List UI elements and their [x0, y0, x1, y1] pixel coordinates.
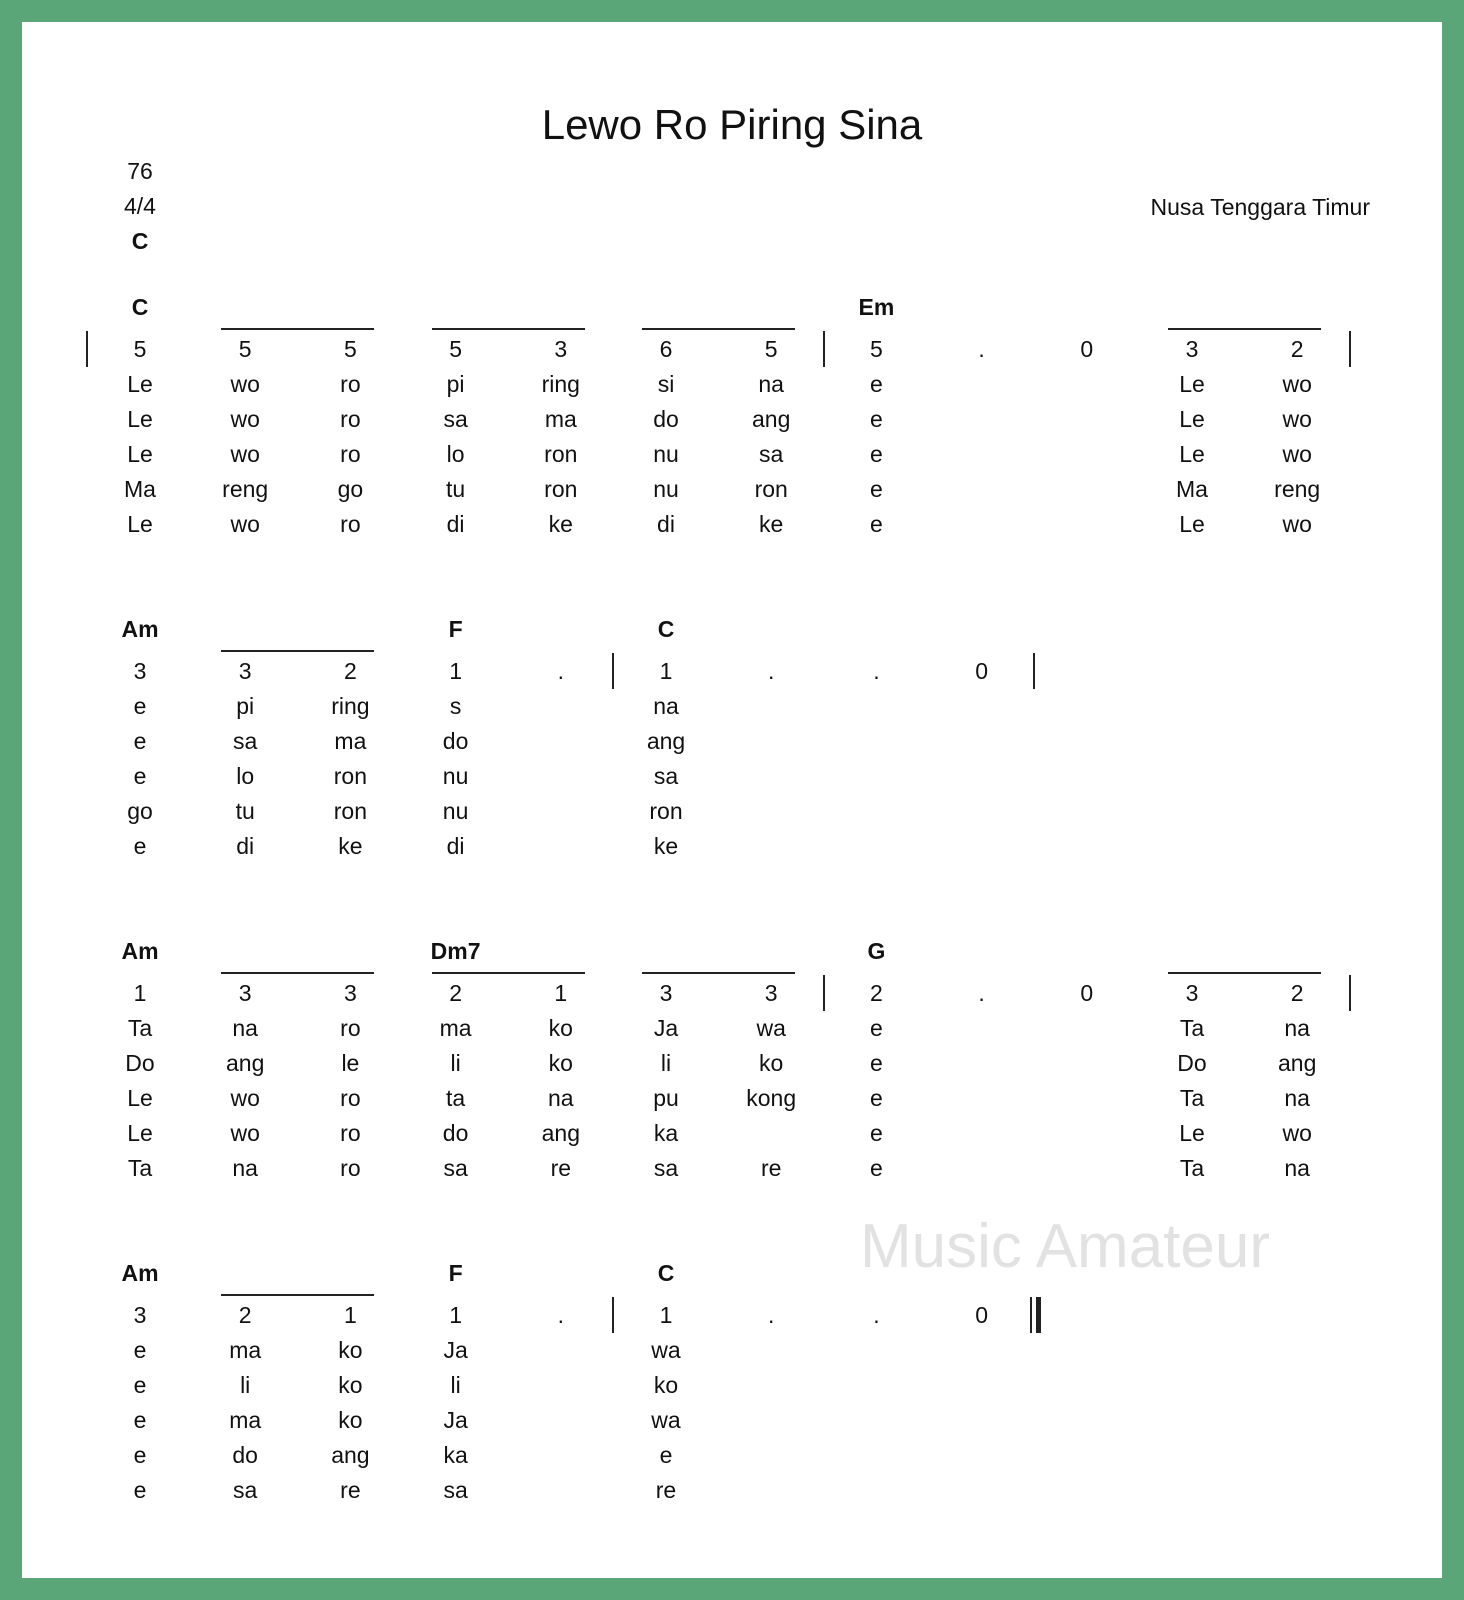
note: 1 [133, 980, 147, 1006]
note: 1 [449, 1302, 462, 1328]
lyric-syllable: lo [236, 763, 255, 789]
song-title: Lewo Ro Piring Sina [541, 101, 923, 148]
chord-label: Em [858, 294, 895, 320]
note: 0 [1080, 336, 1094, 362]
barline [823, 331, 825, 367]
lyric-syllable: e [869, 406, 883, 432]
lyric-syllable: sa [443, 406, 468, 432]
lyric-syllable: ro [340, 1015, 361, 1041]
lyric-syllable: di [446, 511, 465, 537]
note: . [557, 1302, 564, 1328]
lyric-syllable: Ta [127, 1155, 153, 1181]
lyric-syllable: e [869, 1120, 883, 1146]
lyric-syllable: re [550, 1155, 572, 1181]
note: 2 [238, 1302, 252, 1328]
lyric-syllable: re [340, 1477, 361, 1503]
lyric-syllable: tu [235, 798, 255, 824]
lyric-syllable: Ma [1176, 476, 1208, 502]
lyric-syllable: wo [1282, 371, 1312, 397]
lyric-syllable: Le [1179, 1120, 1205, 1146]
lyric-syllable: nu [442, 798, 469, 824]
lyric-syllable: do [442, 728, 469, 754]
lyric-syllable: Do [1177, 1050, 1207, 1076]
note: 5 [238, 336, 252, 362]
lyric-syllable: ron [544, 476, 578, 502]
tempo: 76 [127, 158, 153, 184]
lyric-syllable: e [869, 441, 883, 467]
lyric-syllable: wo [1282, 406, 1312, 432]
lyric-syllable: do [232, 1442, 258, 1468]
lyric-syllable: ang [331, 1442, 370, 1468]
lyric-syllable: wo [1282, 511, 1312, 537]
lyric-syllable: Le [1179, 441, 1205, 467]
note: 3 [1185, 336, 1199, 362]
lyric-syllable: e [869, 1155, 883, 1181]
chord-label: C [657, 616, 675, 642]
lyric-syllable: Ta [1179, 1085, 1205, 1111]
note: . [978, 336, 985, 362]
lyric-syllable: Le [1179, 406, 1205, 432]
lyric-syllable: li [450, 1372, 461, 1398]
barline [1349, 975, 1351, 1011]
lyric-syllable: Ja [443, 1407, 468, 1433]
lyric-syllable: sa [233, 1477, 258, 1503]
chord-label: Dm7 [430, 938, 481, 964]
lyric-syllable: pi [446, 371, 465, 397]
note: . [767, 1302, 775, 1328]
lyric-syllable: nu [442, 763, 469, 789]
beam-line [432, 972, 585, 974]
lyric-syllable: ron [544, 441, 578, 467]
lyric-syllable: le [341, 1050, 360, 1076]
chord-label: Am [121, 1260, 159, 1286]
time-signature: 4/4 [124, 193, 156, 219]
key-signature: C [131, 228, 149, 254]
lyric-syllable: ma [439, 1015, 472, 1041]
note: 3 [238, 658, 252, 684]
barline [612, 653, 614, 689]
lyric-syllable: na [1284, 1085, 1310, 1111]
note: 3 [133, 658, 147, 684]
lyric-syllable: ang [752, 406, 791, 432]
beam-line [1168, 328, 1321, 330]
lyric-syllable: ko [548, 1050, 573, 1076]
beam-line [221, 650, 374, 652]
lyric-syllable: go [337, 476, 364, 502]
lyric-syllable: wa [651, 1337, 681, 1363]
lyric-syllable: ring [331, 693, 370, 719]
lyric-syllable: e [133, 1442, 147, 1468]
note: 0 [975, 1302, 988, 1328]
lyric-syllable: ron [333, 798, 368, 824]
lyric-syllable: e [869, 1050, 883, 1076]
lyric-syllable: Le [1179, 371, 1205, 397]
lyric-syllable: sa [443, 1477, 468, 1503]
song-origin: Nusa Tenggara Timur [1150, 194, 1370, 220]
lyric-syllable: ke [759, 511, 784, 537]
note: 6 [659, 336, 673, 362]
lyric-syllable: Le [1179, 511, 1205, 537]
lyric-syllable: lo [446, 441, 465, 467]
lyric-syllable: na [1284, 1015, 1310, 1041]
lyric-syllable: ro [340, 511, 361, 537]
note: . [978, 980, 985, 1006]
watermark: Music Amateur [860, 1212, 1271, 1281]
lyric-syllable: Ma [124, 476, 156, 502]
lyric-syllable: ko [338, 1372, 363, 1398]
lyric-syllable: s [449, 693, 462, 719]
chord-label: C [131, 294, 149, 320]
note: 0 [975, 658, 988, 684]
lyric-syllable: wo [230, 1085, 260, 1111]
note: 5 [764, 336, 778, 362]
lyric-syllable: sa [653, 763, 679, 789]
note: 2 [869, 980, 883, 1006]
lyric-syllable: ron [649, 798, 683, 824]
lyric-syllable: ang [541, 1120, 580, 1146]
note: 2 [1290, 336, 1304, 362]
note: 1 [554, 980, 568, 1006]
lyric-syllable: pi [236, 693, 255, 719]
lyric-syllable: ma [229, 1337, 262, 1363]
lyric-syllable: li [660, 1050, 672, 1076]
lyric-syllable: ro [340, 371, 361, 397]
lyric-syllable: ro [340, 1085, 361, 1111]
lyric-syllable: e [133, 693, 147, 719]
lyric-syllable: ring [541, 371, 580, 397]
lyric-syllable: sa [443, 1155, 468, 1181]
lyric-syllable: na [653, 693, 679, 719]
lyric-syllable: Le [127, 371, 153, 397]
lyric-syllable: di [236, 833, 255, 859]
lyric-syllable: na [232, 1015, 258, 1041]
lyric-syllable: e [869, 1085, 883, 1111]
lyric-syllable: ang [1278, 1050, 1317, 1076]
note: 1 [343, 1302, 357, 1328]
lyric-syllable: e [133, 763, 147, 789]
barline [1349, 331, 1351, 367]
lyric-syllable: ko [548, 1015, 573, 1041]
lyric-syllable: na [232, 1155, 258, 1181]
note: 1 [659, 1302, 673, 1328]
lyric-syllable: tu [446, 476, 466, 502]
note: 1 [449, 658, 462, 684]
lyric-syllable: e [869, 371, 883, 397]
beam-line [642, 972, 795, 974]
lyric-syllable: ang [226, 1050, 265, 1076]
lyric-syllable: ro [340, 1155, 361, 1181]
lyric-syllable: ron [333, 763, 368, 789]
lyric-syllable: wo [1282, 1120, 1312, 1146]
lyric-syllable: Le [127, 1085, 153, 1111]
lyric-syllable: ko [338, 1337, 363, 1363]
lyric-syllable: ma [334, 728, 367, 754]
lyric-syllable: sa [653, 1155, 679, 1181]
note: . [873, 658, 880, 684]
lyric-syllable: li [450, 1050, 461, 1076]
lyric-syllable: e [133, 728, 147, 754]
chord-label: Am [121, 938, 159, 964]
chord-label: G [867, 938, 886, 964]
beam-line [221, 972, 374, 974]
lyric-syllable: li [240, 1372, 251, 1398]
lyric-syllable: sa [233, 728, 258, 754]
lyric-syllable: sa [759, 441, 784, 467]
barline [86, 331, 88, 367]
lyric-syllable: re [655, 1477, 677, 1503]
lyric-syllable: ta [446, 1085, 466, 1111]
lyric-syllable: e [869, 511, 883, 537]
lyric-syllable: na [758, 371, 784, 397]
note: 2 [449, 980, 462, 1006]
lyric-syllable: ron [754, 476, 788, 502]
lyric-syllable: ka [443, 1442, 468, 1468]
chord-label: F [448, 616, 463, 642]
lyric-syllable: e [133, 833, 147, 859]
note: 5 [869, 336, 883, 362]
lyric-syllable: ko [653, 1372, 679, 1398]
lyric-syllable: na [548, 1085, 574, 1111]
lyric-syllable: reng [1274, 476, 1321, 502]
lyric-syllable: ro [340, 441, 361, 467]
lyric-syllable: ka [653, 1120, 679, 1146]
lyric-syllable: nu [653, 441, 679, 467]
chord-label: F [448, 1260, 463, 1286]
lyric-syllable: di [446, 833, 465, 859]
lyric-syllable: e [869, 476, 883, 502]
lyric-syllable: Ta [127, 1015, 153, 1041]
lyric-syllable: e [133, 1337, 147, 1363]
lyric-syllable: wa [756, 1015, 786, 1041]
lyric-syllable: wa [651, 1407, 681, 1433]
beam-line [1168, 972, 1321, 974]
note: . [873, 1302, 880, 1328]
lyric-syllable: ko [338, 1407, 363, 1433]
note: 3 [133, 1302, 147, 1328]
lyric-syllable: ko [759, 1050, 784, 1076]
note: 2 [343, 658, 357, 684]
note: 5 [343, 336, 357, 362]
chord-label: Am [121, 616, 159, 642]
note: 3 [764, 980, 778, 1006]
lyric-syllable: e [133, 1477, 147, 1503]
lyric-syllable: nu [653, 476, 679, 502]
lyric-syllable: go [127, 798, 153, 824]
lyric-syllable: ma [544, 406, 577, 432]
chord-label: C [657, 1260, 675, 1286]
beam-line [221, 1294, 374, 1296]
lyric-syllable: kong [746, 1085, 797, 1111]
lyric-syllable: e [133, 1407, 147, 1433]
barline [612, 1297, 614, 1333]
note: 5 [449, 336, 462, 362]
lyric-syllable: e [659, 1442, 673, 1468]
lyric-syllable: wo [230, 1120, 260, 1146]
note: 0 [1080, 980, 1094, 1006]
lyric-syllable: wo [230, 511, 260, 537]
lyric-syllable: Le [127, 511, 153, 537]
lyric-syllable: e [133, 1372, 147, 1398]
note: 3 [343, 980, 357, 1006]
lyric-syllable: re [760, 1155, 782, 1181]
lyric-syllable: ro [340, 1120, 361, 1146]
lyric-syllable: Le [127, 441, 153, 467]
lyric-syllable: reng [222, 476, 269, 502]
lyric-syllable: do [653, 406, 679, 432]
lyric-syllable: ro [340, 406, 361, 432]
lyric-syllable: do [442, 1120, 469, 1146]
beam-line [221, 328, 374, 330]
barline [1033, 653, 1035, 689]
lyric-syllable: Le [127, 406, 153, 432]
barline [1030, 1297, 1032, 1333]
note: 3 [659, 980, 673, 1006]
note: 3 [1185, 980, 1199, 1006]
sheet-page [22, 22, 1442, 1578]
lyric-syllable: ke [338, 833, 363, 859]
lyric-syllable: di [657, 511, 675, 537]
lyric-syllable: Ta [1179, 1015, 1205, 1041]
lyric-syllable: Do [125, 1050, 155, 1076]
lyric-syllable: na [1284, 1155, 1310, 1181]
note: 1 [659, 658, 673, 684]
lyric-syllable: wo [230, 441, 260, 467]
note: . [557, 658, 564, 684]
note: 5 [133, 336, 147, 362]
lyric-syllable: Le [127, 1120, 153, 1146]
final-barline [1036, 1297, 1041, 1333]
beam-line [642, 328, 795, 330]
beam-line [432, 328, 585, 330]
lyric-syllable: Ja [653, 1015, 679, 1041]
lyric-syllable: Ja [443, 1337, 468, 1363]
lyric-syllable: ke [548, 511, 573, 537]
lyric-syllable: ang [646, 728, 686, 754]
lyric-syllable: wo [230, 371, 260, 397]
note: . [767, 658, 775, 684]
lyric-syllable: wo [230, 406, 260, 432]
lyric-syllable: si [657, 371, 675, 397]
note: 2 [1290, 980, 1304, 1006]
lyric-syllable: wo [1282, 441, 1312, 467]
lyric-syllable: Ta [1179, 1155, 1205, 1181]
lyric-syllable: ke [653, 833, 679, 859]
lyric-syllable: e [869, 1015, 883, 1041]
barline [823, 975, 825, 1011]
lyric-syllable: ma [229, 1407, 262, 1433]
lyric-syllable: pu [653, 1085, 679, 1111]
note: 3 [554, 336, 568, 362]
note: 3 [238, 980, 252, 1006]
